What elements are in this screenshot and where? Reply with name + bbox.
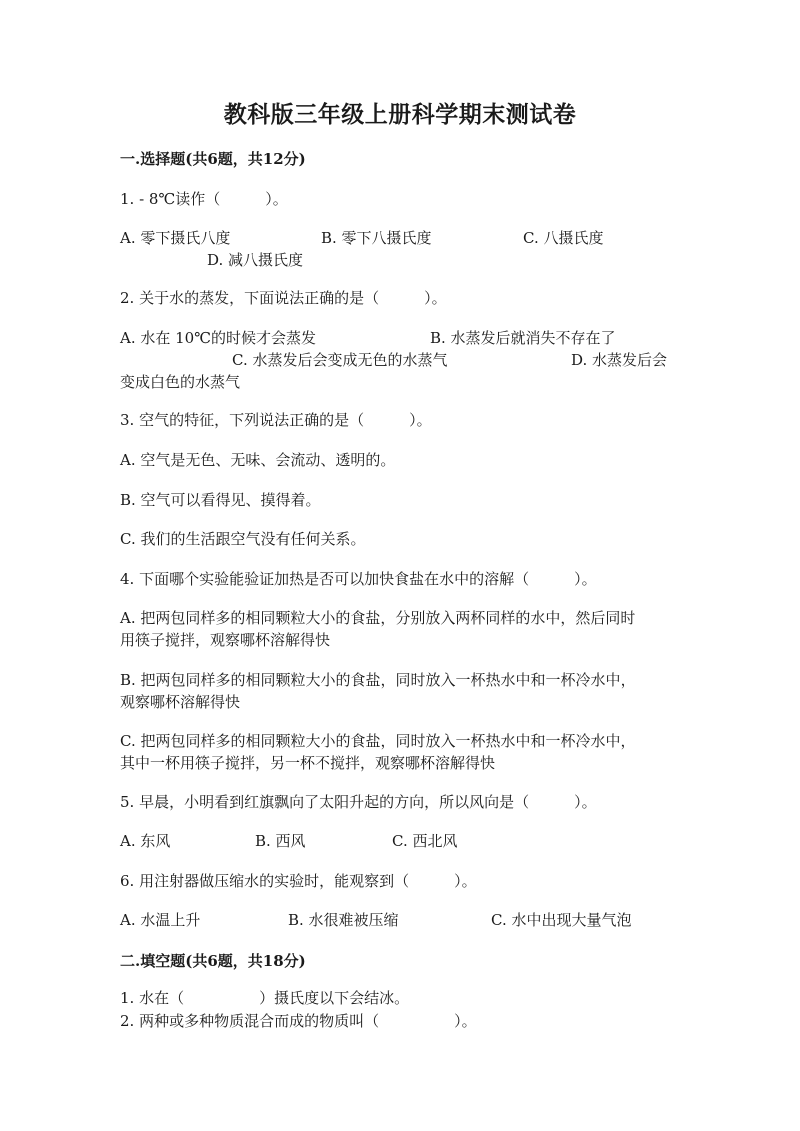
q2-option-d-continued: 变成白色的水蒸气	[120, 373, 241, 391]
fill-question-2: 2. 两种或多种物质混合而成的物质叫（ ）。	[120, 1012, 477, 1030]
section-heading-fill-blank: 二.填空题(共6题，共18分)	[120, 952, 306, 970]
q5-option-a: A. 东风	[120, 832, 171, 850]
question-5-stem: 5. 早晨，小明看到红旗飘向了太阳升起的方向，所以风向是（ ）。	[120, 793, 597, 811]
q4-option-c-line1: C. 把两包同样多的相同颗粒大小的食盐，同时放入一杯热水中和一杯冷水中，	[120, 732, 636, 750]
q2-option-a: A. 水在 10℃的时候才会蒸发	[120, 329, 317, 347]
q6-option-c: C. 水中出现大量气泡	[491, 911, 632, 929]
q4-option-b-line1: B. 把两包同样多的相同颗粒大小的食盐，同时放入一杯热水中和一杯冷水中，	[120, 671, 636, 689]
q5-option-c: C. 西北风	[392, 832, 458, 850]
q6-option-a: A. 水温上升	[120, 911, 201, 929]
q4-option-a-line1: A. 把两包同样多的相同颗粒大小的食盐，分别放入两杯同样的水中，然后同时	[120, 609, 636, 627]
question-4-stem: 4. 下面哪个实验能验证加热是否可以加快食盐在水中的溶解（ ）。	[120, 570, 597, 588]
section-heading-choice: 一.选择题(共6题，共12分)	[120, 150, 306, 168]
q1-option-c: C. 八摄氏度	[523, 229, 604, 247]
question-2-stem: 2. 关于水的蒸发，下面说法正确的是（ ）。	[120, 289, 447, 307]
q1-option-a: A. 零下摄氏八度	[120, 229, 231, 247]
q2-option-b: B. 水蒸发后就消失不存在了	[430, 329, 616, 347]
question-3-stem: 3. 空气的特征，下列说法正确的是（ ）。	[120, 411, 432, 429]
question-6-stem: 6. 用注射器做压缩水的实验时，能观察到（ ）。	[120, 872, 477, 890]
q5-option-b: B. 西风	[255, 832, 306, 850]
q2-option-d: D. 水蒸发后会	[571, 351, 668, 369]
q4-option-b-line2: 观察哪杯溶解得快	[120, 693, 241, 711]
q6-option-b: B. 水很难被压缩	[288, 911, 399, 929]
q2-option-c: C. 水蒸发后会变成无色的水蒸气	[232, 351, 448, 369]
question-1-stem: 1. - 8℃读作（ ）。	[120, 190, 288, 208]
fill-question-1: 1. 水在（ ）摄氏度以下会结冰。	[120, 989, 410, 1007]
q3-option-c: C. 我们的生活跟空气没有任何关系。	[120, 530, 366, 548]
q4-option-a-line2: 用筷子搅拌，观察哪杯溶解得快	[120, 631, 331, 649]
q3-option-a: A. 空气是无色、无味、会流动、透明的。	[120, 451, 396, 469]
q3-option-b: B. 空气可以看得见、摸得着。	[120, 491, 321, 509]
exam-title: 教科版三年级上册科学期末测试卷	[223, 101, 577, 128]
q1-option-b: B. 零下八摄氏度	[321, 229, 432, 247]
q4-option-c-line2: 其中一杯用筷子搅拌，另一杯不搅拌，观察哪杯溶解得快	[120, 754, 496, 772]
q1-option-d: D. 减八摄氏度	[207, 251, 304, 269]
